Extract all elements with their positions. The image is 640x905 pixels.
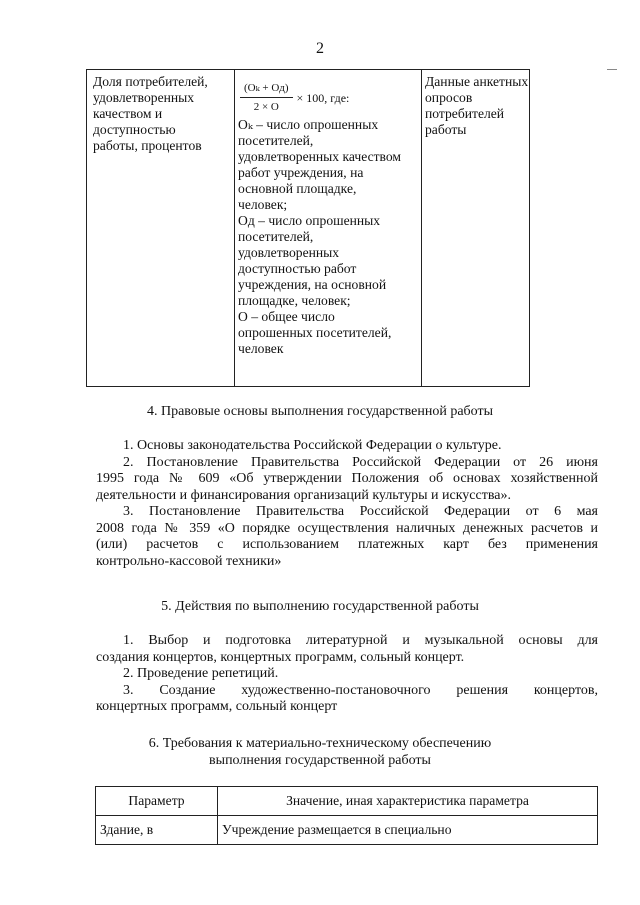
indicator-table: [86, 69, 530, 387]
indicator-name-line: удовлетворенных: [93, 90, 195, 105]
formula-legend-line: Oₖ – число опрошенных: [238, 117, 379, 132]
section-4-body: [96, 438, 598, 570]
page-number: 2: [316, 40, 324, 57]
formula-fraction: [240, 80, 293, 115]
formula-legend-line: работ учреждения, на: [238, 165, 364, 180]
section-5-line: концертных программ, сольный концерт: [96, 699, 338, 714]
formula-legend-line: человек: [238, 341, 284, 356]
formula-legend-line: удовлетворенных: [238, 245, 340, 260]
indicator-name-line: Доля потребителей,: [93, 74, 208, 89]
formula: [240, 80, 421, 115]
parameter-header: Параметр: [96, 787, 218, 816]
formula-legend-line: O – общее число: [238, 309, 335, 324]
formula-legend-line: посетителей,: [238, 229, 314, 244]
parameter-cell: Здание, в: [96, 816, 218, 845]
section-4-line: 1995 года № 609 «Об утверждении Положения об основах хозяйственной: [96, 471, 598, 486]
section-4-line: 3. Постановление Правительства Российской Федерации от 6 мая: [123, 504, 598, 519]
section-4-line: 2008 года № 359 «О порядке осуществления наличных денежных расчетов и: [96, 520, 598, 536]
formula-tail: × 100, где:: [296, 90, 350, 105]
data-source-line: работы: [425, 122, 467, 137]
formula-cell: [235, 70, 422, 387]
value-header: Значение, иная характеристика параметра: [218, 787, 598, 816]
data-source-line: опросов потребителей: [425, 90, 505, 121]
section-6-title-line-1: 6. Требования к материально-техническому обеспечению: [148, 736, 492, 751]
parameters-table: [95, 786, 598, 845]
formula-legend-line: Oд – число опрошенных: [238, 213, 381, 228]
formula-numerator: (Oₖ + Oд): [240, 80, 293, 98]
formula-legend-line: площадке, человек;: [238, 293, 351, 308]
section-5-line: 2. Проведение репетиций.: [123, 666, 279, 681]
data-source-cell: [422, 70, 530, 387]
formula-denominator: 2 × O: [253, 101, 279, 113]
value-cell: Учреждение размещается в специально: [218, 816, 598, 845]
section-4-line: 1. Основы законодательства Российской Федерации о культуре.: [123, 438, 502, 453]
formula-legend-line: человек;: [238, 197, 288, 212]
section-4-title: 4. Правовые основы выполнения государственной работы: [146, 404, 494, 419]
section-4-line: деятельности и финансирования организаций культуры и искусства».: [96, 487, 511, 503]
formula-legend-line: посетителей,: [238, 133, 314, 148]
section-5-title: 5. Действия по выполнению государственной работы: [161, 599, 479, 614]
section-5-line: 3. Создание художественно-постановочного решения концертов,: [123, 682, 598, 698]
scan-edge-mark: [607, 69, 617, 70]
section-4-line: контрольно-кассовой техники»: [96, 553, 282, 569]
section-5-line: создания концертов, концертных программ, сольный концерт.: [96, 649, 465, 665]
section-6-title-line-2: выполнения государственной работы: [209, 753, 431, 768]
section-4-line: 2. Постановление Правительства Российской Федерации от 26 июня: [123, 454, 598, 470]
indicator-name-line: работы, процентов: [93, 138, 202, 153]
formula-legend-line: доступностью работ: [238, 261, 357, 276]
indicator-name-line: качеством и: [93, 106, 163, 121]
indicator-name-line: доступностью: [93, 122, 176, 137]
formula-legend-line: удовлетворенных качеством: [238, 149, 402, 164]
section-5-line: 1. Выбор и подготовка литературной и музыкальной основы для: [123, 633, 598, 648]
section-4-line: (или) расчетов с использованием платежных карт без применения: [96, 537, 598, 552]
indicator-name-cell: [87, 70, 235, 387]
formula-legend-line: основной площадке,: [238, 181, 357, 196]
formula-legend-line: опрошенных посетителей,: [238, 325, 392, 340]
section-5-body: [96, 633, 598, 716]
formula-legend-line: учреждения, на основной: [238, 277, 387, 292]
data-source-line: Данные анкетных: [425, 74, 529, 89]
